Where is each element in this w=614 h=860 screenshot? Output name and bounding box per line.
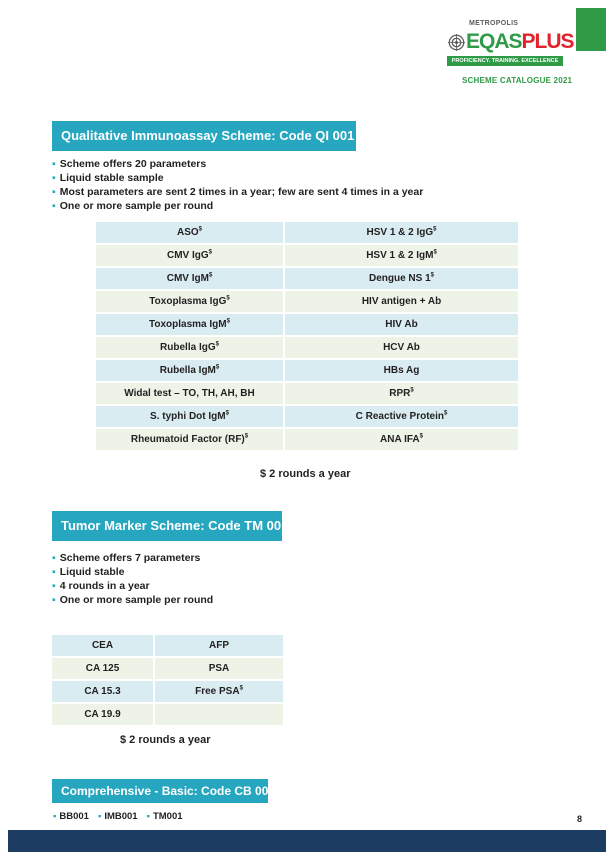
table-row: [52, 635, 283, 656]
qi-bullet-list: [52, 157, 423, 213]
tm-parameter-table: [52, 633, 283, 727]
table-row: [96, 222, 518, 243]
table-cell: [96, 337, 285, 358]
table-cell: [285, 245, 518, 266]
footer-bar: [8, 830, 606, 852]
table-row: [96, 337, 518, 358]
table-cell: [96, 268, 285, 289]
cell-text: ASO: [176, 227, 199, 238]
cell-text: HIV antigen + Ab: [361, 296, 442, 307]
table-cell: [96, 222, 285, 243]
bullet-item: ▪ Scheme offers 20 parameters: [52, 157, 423, 171]
table-cell: [285, 337, 518, 358]
bullet-item: ▪ One or more sample per round: [52, 593, 213, 607]
table-row: [96, 360, 518, 381]
bullet-item: ▪ Most parameters are sent 2 times in a year; few are sent 4 times in a year: [52, 185, 423, 199]
cb-item: ▪ BB001: [53, 811, 89, 822]
bullet-item: ▪ Liquid stable: [52, 565, 213, 579]
bullet-item: ▪ Scheme offers 7 parameters: [52, 551, 213, 565]
table-cell: [285, 383, 518, 404]
table-cell: [52, 658, 155, 679]
cell-text: Toxoplasma IgG: [149, 296, 227, 307]
table-cell: [155, 681, 283, 702]
footnote-marker: $: [208, 249, 212, 256]
table-cell: [285, 314, 518, 335]
cell-text: Rubella IgM: [159, 365, 216, 376]
logo-tagline: PROFICIENCY. TRAINING. EXCELLENCE: [447, 56, 563, 66]
footnote-marker: $: [226, 295, 230, 302]
table-cell: [52, 681, 155, 702]
table-row: [52, 704, 283, 725]
cell-text: CA 15.3: [84, 686, 121, 697]
table-cell: [52, 704, 155, 725]
table-cell: [285, 222, 518, 243]
cell-text: HCV Ab: [383, 342, 420, 353]
cell-text: CA 125: [85, 663, 120, 674]
logo-wordmark: EQASPLUS: [466, 30, 574, 53]
cell-text: Toxoplasma IgM: [149, 319, 227, 330]
cell-text: CEA: [91, 640, 114, 651]
cell-text: S. typhi Dot IgM: [150, 411, 226, 422]
footnote-marker: $: [225, 410, 229, 417]
table-row: [96, 429, 518, 450]
footnote-marker: $: [444, 410, 448, 417]
cell-text: Rubella IgG: [160, 342, 216, 353]
table-cell: [96, 383, 285, 404]
cell-text: CA 19.9: [84, 709, 121, 720]
cb-section-title: Comprehensive - Basic: Code CB 001: [52, 779, 268, 803]
table-row: [52, 681, 283, 702]
qi-rounds-note: $ 2 rounds a year: [260, 468, 351, 480]
footnote-marker: $: [419, 433, 423, 440]
table-row: [52, 658, 283, 679]
table-row: [96, 314, 518, 335]
footnote-marker: $: [215, 364, 220, 371]
bullet-item: ▪ One or more sample per round: [52, 199, 423, 213]
qi-parameter-table: [96, 220, 518, 452]
footnote-marker: $: [433, 249, 437, 256]
table-row: [96, 383, 518, 404]
cell-text: HIV Ab: [385, 319, 418, 330]
table-cell: [285, 291, 518, 312]
page-number: 8: [577, 814, 583, 824]
footnote-marker: $: [430, 272, 435, 279]
footnote-marker: $: [433, 226, 437, 233]
logo-metropolis: METROPOLIS: [469, 20, 519, 27]
table-row: [96, 406, 518, 427]
cell-text: RPR: [389, 388, 411, 399]
table-cell: [155, 635, 283, 656]
cell-text: CMV IgM: [166, 273, 209, 284]
footnote-marker: $: [239, 685, 243, 692]
table-cell: [52, 635, 155, 656]
bullet-item: ▪ 4 rounds in a year: [52, 579, 213, 593]
footnote-marker: $: [244, 433, 249, 440]
table-cell: [96, 429, 285, 450]
cell-text: C Reactive Protein: [355, 411, 445, 422]
footnote-marker: $: [198, 226, 202, 233]
cb-item: ▪ IMB001: [98, 811, 138, 822]
footnote-marker: $: [410, 387, 414, 394]
table-cell: [285, 406, 518, 427]
table-cell: [96, 360, 285, 381]
cell-text: PSA: [208, 663, 230, 674]
qi-section-title: Qualitative Immunoassay Scheme: Code QI 001: [52, 121, 356, 151]
cb-item-list: [53, 811, 192, 822]
cb-item: ▪ TM001: [147, 811, 183, 822]
corner-tab: [576, 8, 606, 51]
cell-text: Rheumatoid Factor (RF): [130, 434, 245, 445]
table-cell: [285, 360, 518, 381]
cell-text: Free PSA: [195, 686, 240, 697]
table-row: [96, 291, 518, 312]
table-cell: [155, 704, 283, 725]
table-cell: [96, 406, 285, 427]
cell-text: HSV 1 & 2 IgG: [366, 227, 434, 238]
target-icon: [448, 34, 465, 51]
table-cell: [96, 291, 285, 312]
cell-text: HBs Ag: [383, 365, 420, 376]
eqas-logo: [445, 20, 574, 74]
cell-text: CMV IgG: [166, 250, 209, 261]
cell-text: Dengue NS 1: [368, 273, 431, 284]
cell-text: Widal test – TO, TH, AH, BH: [124, 388, 255, 399]
footnote-marker: $: [226, 318, 230, 325]
tm-section-title: Tumor Marker Scheme: Code TM 001: [52, 511, 282, 541]
footnote-marker: $: [208, 272, 213, 279]
table-cell: [96, 245, 285, 266]
table-cell: [155, 658, 283, 679]
table-cell: [285, 268, 518, 289]
table-row: [96, 268, 518, 289]
cell-text: ANA IFA: [380, 434, 420, 445]
footnote-marker: $: [215, 341, 219, 348]
catalogue-label: SCHEME CATALOGUE 2021: [462, 76, 573, 85]
table-cell: [96, 314, 285, 335]
table-cell: [285, 429, 518, 450]
table-row: [96, 245, 518, 266]
tm-rounds-note: $ 2 rounds a year: [120, 734, 211, 746]
bullet-item: ▪ Liquid stable sample: [52, 171, 423, 185]
tm-bullet-list: [52, 551, 213, 607]
cell-text: AFP: [209, 640, 229, 651]
cell-text: HSV 1 & 2 IgM: [366, 250, 434, 261]
